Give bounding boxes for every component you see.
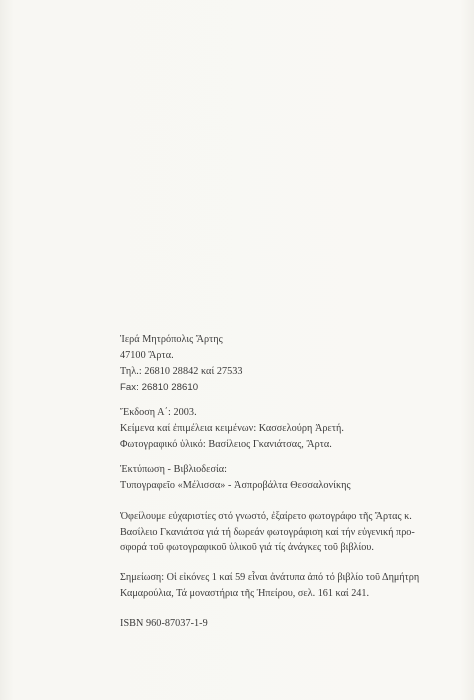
note-paragraph xyxy=(120,570,450,601)
publisher-phone: Τηλ.: 26810 28842 καί 27533 xyxy=(120,366,243,377)
photo-credit: Φωτογραφικό ὑλικό: Βασίλειος Γκανιάτσας, Ἄρτα. xyxy=(120,439,332,450)
publisher-address: 47100 Ἄρτα. xyxy=(120,350,174,361)
publisher-name: Ἱερά Μητρόπολις Ἄρτης xyxy=(120,334,223,345)
acknowledgements-line: Βασίλειο Γκανιάτσα γιά τή δωρεάν φωτογράφιση καί τήν εὐγενική προ- xyxy=(120,526,415,538)
publisher-block xyxy=(120,332,450,396)
isbn-block xyxy=(120,616,450,632)
texts-credit: Κείμενα καί ἐπιμέλεια κειμένων: Κασσελούρη Ἀρετή. xyxy=(120,423,344,434)
publisher-fax: Fax: 26810 28610 xyxy=(120,382,199,393)
acknowledgements-line: Ὀφείλουμε εὐχαριστίες στό γνωστό, ἐξαίρετο φωτογράφο τῆς Ἄρτας κ. xyxy=(120,511,412,522)
note-line: Καμαρούλια, Τά μοναστήρια τῆς Ἠπείρου, σελ. 161 καί 241. xyxy=(120,587,370,599)
edition-line: Ἔκδοση Α΄: 2003. xyxy=(120,407,197,418)
printing-heading: Ἐκτύπωση - Βιβλιοδεσία: xyxy=(120,464,228,475)
printing-block xyxy=(120,462,450,494)
acknowledgements-line: σφορά τοῦ φωτογραφικοῦ ὑλικοῦ γιά τίς ἀνάγκες τοῦ βιβλίου. xyxy=(120,542,374,553)
printer-name: Τυπογραφεῖο «Μέλισσα» - Ἀσπροβάλτα Θεσσαλονίκης xyxy=(120,480,351,491)
edition-block xyxy=(120,405,450,453)
isbn-number: ISBN 960-87037-1-9 xyxy=(120,618,208,629)
acknowledgements-paragraph xyxy=(120,509,450,556)
note-line: Σημείωση: Οἱ εἰκόνες 1 καί 59 εἶναι ἀνάτυπα ἀπό τό βιβλίο τοῦ Δημήτρη xyxy=(120,572,420,583)
